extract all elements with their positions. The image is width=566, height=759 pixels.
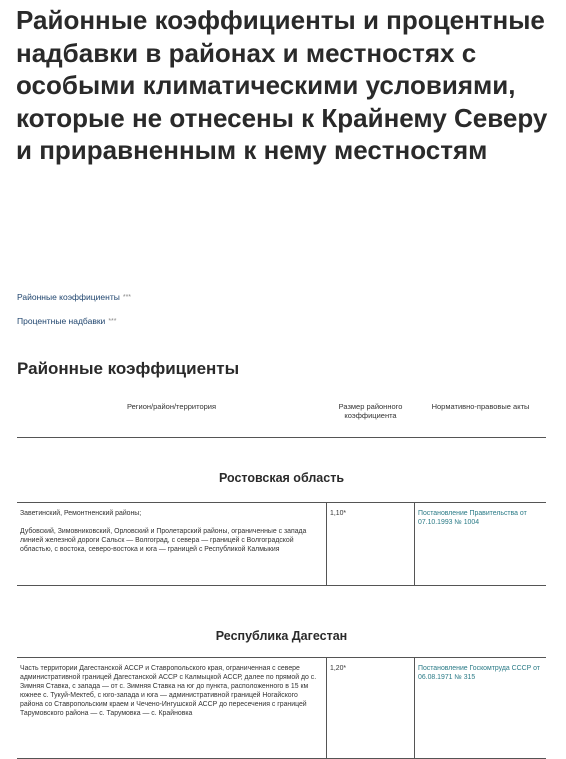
act-link[interactable]: Постановление Правительства от 07.10.1993 № 1004	[418, 510, 527, 526]
header-coefficient: Размер районного коэффициента	[338, 402, 403, 420]
toc-link-label: Процентные надбавки	[17, 316, 106, 326]
cell-act	[415, 658, 546, 758]
cell-coefficient: 1,10*	[326, 503, 415, 585]
region-heading: Ростовская область	[218, 471, 345, 485]
toc-link-label: Районные коэффициенты	[17, 292, 120, 302]
cell-act	[415, 503, 546, 585]
section-title: Районные коэффициенты	[17, 359, 240, 378]
toc-link-marker: ***	[108, 318, 117, 325]
cell-coefficient: 1,20*	[326, 658, 415, 758]
table-header	[17, 395, 546, 438]
territory-text: Заветинский, Ремонтненский районы;	[20, 510, 142, 517]
header-territory: Регион/район/территория	[126, 402, 217, 411]
territory-text: Дубовский, Зимовниковский, Орловский и Пролетарский районы, ограниченные с запада линией железной дороги Сальск — Волгоград, с севера — границей с Волгоградской областью, с востока, северо-востока и юга — границей с Республикой Калмыкия	[20, 528, 307, 553]
table-row	[17, 502, 546, 586]
territory-text: Часть территории Дагестанской АССР и Ставропольского края, ограниченная с севере административной границей Дагестанской АССР с Калмыцкой АССР, далее по прямой до с. Зимняя Ставка, с запада — от с. Зимняя Ставка на юг до пункта, расположенного в 15 км южнее с. Тукуй-Мектеб, с юго-запада и юга — административной границей Ногайского района со Ставропольским краем и Чечено-Ингушской АССР до пересечения с границей Тарумовского района — с. Тарумовка — с. Крайновка	[20, 665, 317, 717]
header-act: Нормативно-правовые акты	[431, 402, 530, 411]
cell-territory	[17, 658, 326, 758]
page-title: Районные коэффициенты и процентные надбавки в районах и местностях с особыми климатическими условиями, которые не отнесены к Крайнему Северу и приравненным к нему местностям	[16, 5, 548, 165]
table-of-contents	[17, 292, 131, 340]
act-link[interactable]: Постановление Госкомтруда СССР от 06.08.1971 № 315	[418, 665, 540, 681]
toc-link-coefficients[interactable]	[17, 292, 131, 303]
toc-link-marker: ***	[122, 294, 132, 301]
coefficients-table	[17, 395, 546, 759]
cell-territory	[17, 503, 326, 585]
toc-link-allowances[interactable]	[17, 316, 131, 327]
table-row	[17, 657, 546, 759]
region-heading: Республика Дагестан	[215, 629, 348, 643]
